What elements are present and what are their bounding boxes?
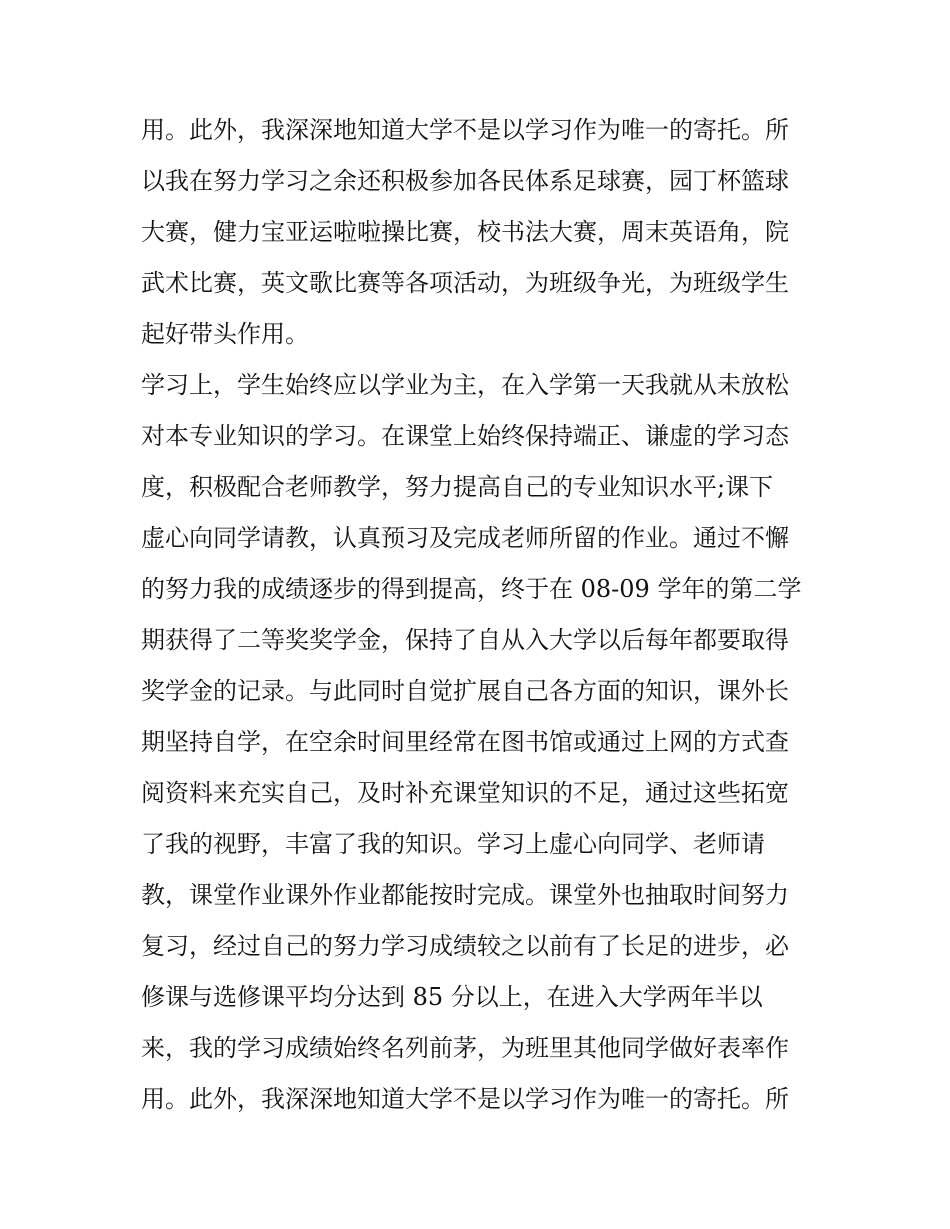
text-line: 的努力我的成绩逐步的得到提高，终于在 08-09 学年的第二学 <box>141 575 802 603</box>
text-line: 武术比赛，英文歌比赛等各项活动，为班级争光，为班级学生 <box>141 269 789 297</box>
text-line: 以我在努力学习之余还积极参加各民体系足球赛，园丁杯篮球 <box>141 167 789 195</box>
text-line: 复习，经过自己的努力学习成绩较之以前有了长足的进步，必 <box>141 932 789 960</box>
text-line: 来，我的学习成绩始终名列前茅，为班里其他同学做好表率作 <box>141 1034 789 1062</box>
text-line: 大赛，健力宝亚运啦啦操比赛，校书法大赛，周末英语角，院 <box>141 218 789 246</box>
text-line: 对本专业知识的学习。在课堂上始终保持端正、谦虚的学习态 <box>141 422 789 450</box>
text-line: 用。此外，我深深地知道大学不是以学习作为唯一的寄托。所 <box>141 116 789 144</box>
text-line: 学习上，学生始终应以学业为主，在入学第一天我就从未放松 <box>141 371 789 399</box>
text-line: 教，课堂作业课外作业都能按时完成。课堂外也抽取时间努力 <box>141 881 789 909</box>
text-line: 虚心向同学请教，认真预习及完成老师所留的作业。通过不懈 <box>141 524 789 552</box>
text-line: 期获得了二等奖奖学金，保持了自从入大学以后每年都要取得 <box>141 626 789 654</box>
text-line: 起好带头作用。 <box>141 320 309 348</box>
text-line: 用。此外，我深深地知道大学不是以学习作为唯一的寄托。所 <box>141 1085 789 1113</box>
text-line: 度，积极配合老师教学，努力提高自己的专业知识水平;课下 <box>141 473 774 501</box>
text-line: 了我的视野，丰富了我的知识。学习上虚心向同学、老师请 <box>141 830 765 858</box>
text-line: 阅资料来充实自己，及时补充课堂知识的不足，通过这些拓宽 <box>141 779 789 807</box>
text-line: 修课与选修课平均分达到 85 分以上，在进入大学两年半以 <box>141 983 763 1011</box>
text-line: 期坚持自学，在空余时间里经常在图书馆或通过上网的方式查 <box>141 728 789 756</box>
text-line: 奖学金的记录。与此同时自觉扩展自己各方面的知识，课外长 <box>141 677 789 705</box>
